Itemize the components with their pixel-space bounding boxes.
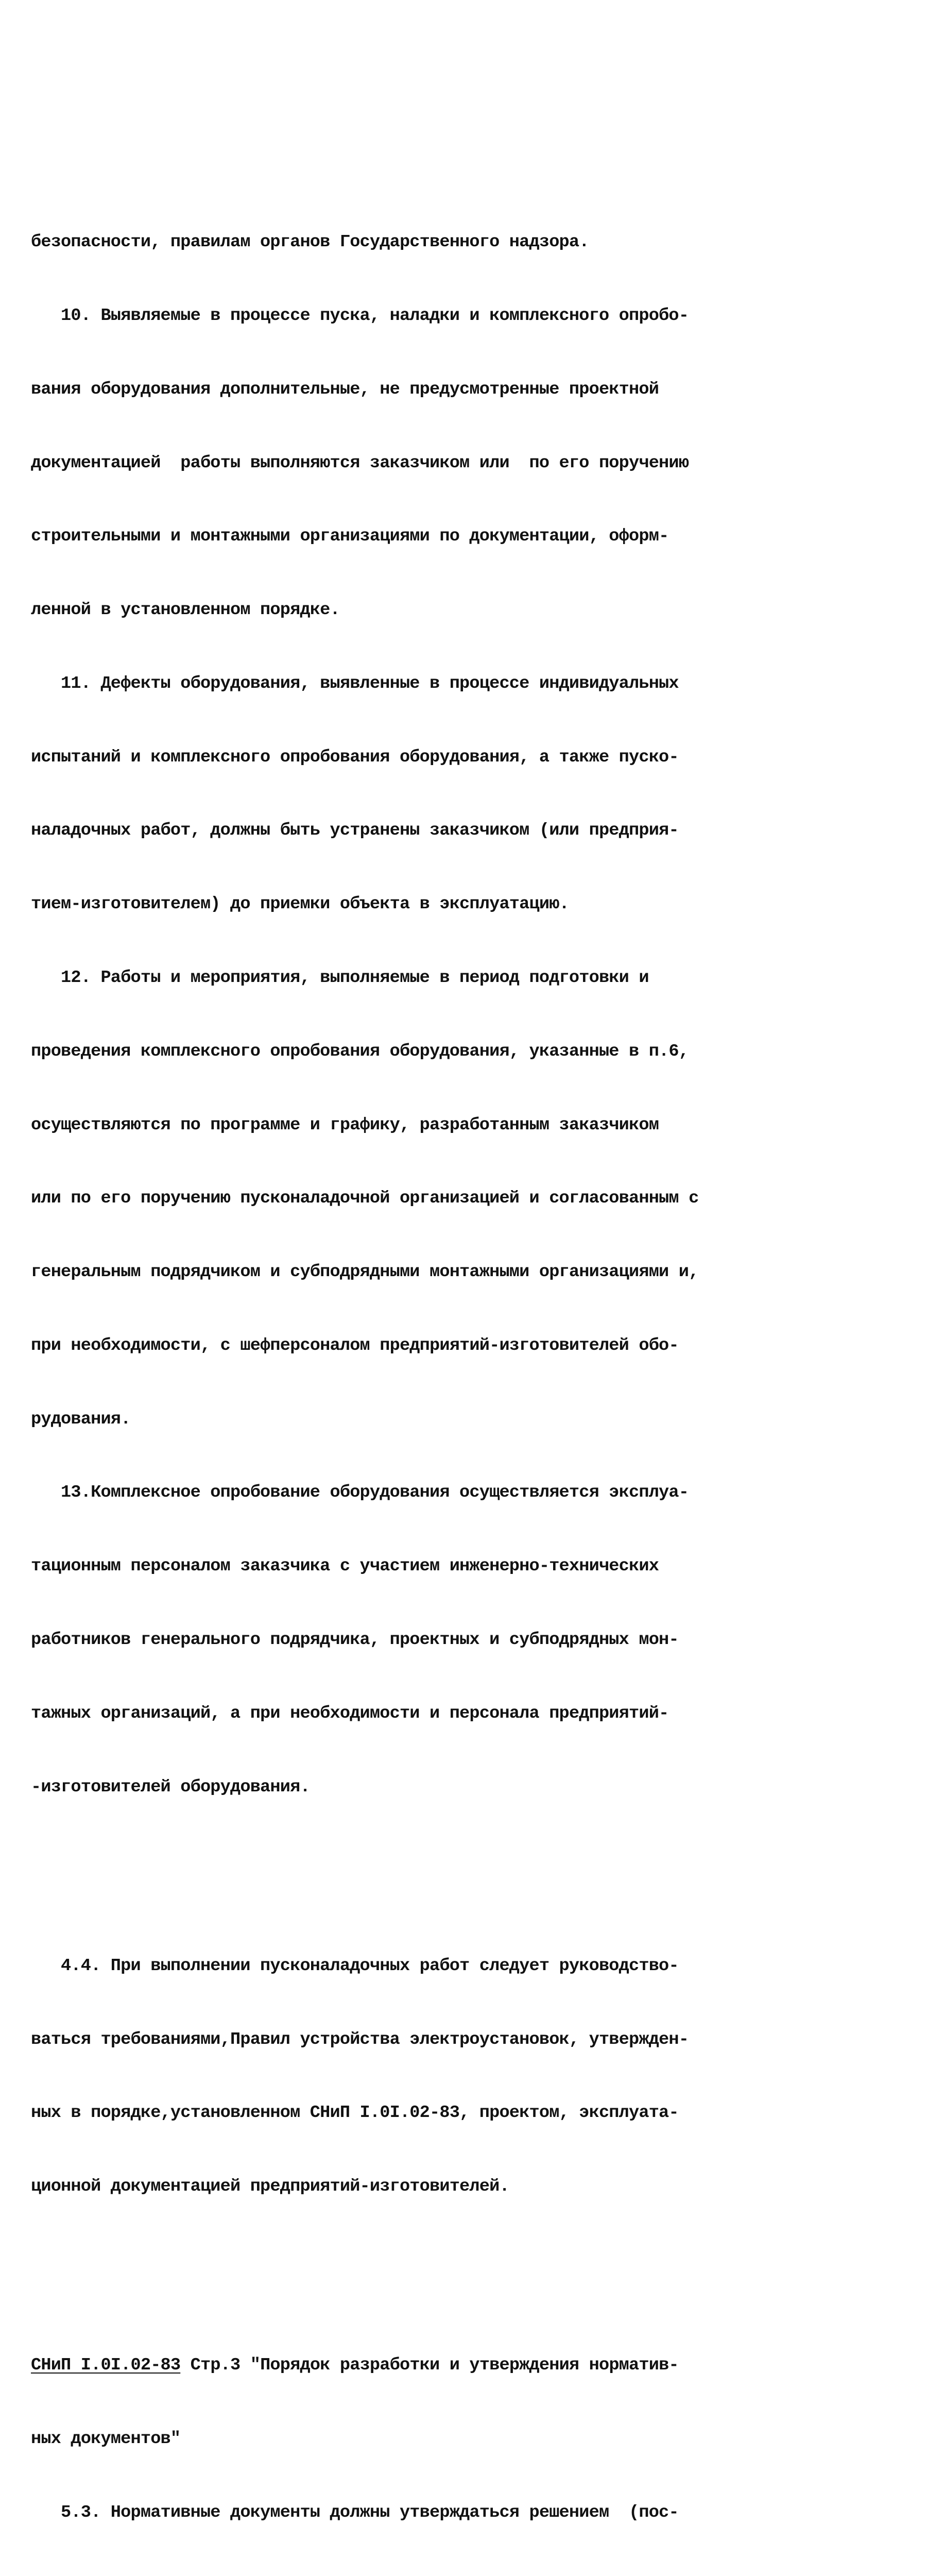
text-line: ных документов" (31, 2429, 181, 2449)
text-line: наладочных работ, должны быть устранены заказчиком (или предприя- (31, 821, 679, 841)
text-line: ленной в установленном порядке. (31, 600, 340, 620)
paragraph-4-4-start: 4.4. При выполнении пусконаладочных работ следует руководство- (31, 1956, 679, 1976)
text-line: рудования. (31, 1409, 131, 1429)
text-line: строительными и монтажными организациями по документации, оформ- (31, 527, 669, 547)
text-line: проведения комплексного опробования оборудования, указанные в п.6, (31, 1041, 689, 1061)
paragraph-5-3-start: 5.3. Нормативные документы должны утверждаться решением (пос- (31, 2502, 679, 2522)
text-line: испытаний и комплексного опробования оборудования, а также пуско- (31, 747, 679, 767)
paragraph-gap (31, 2273, 711, 2280)
text-line: ваться требованиями,Правил устройства электроустановок, утвержден- (31, 2029, 689, 2049)
reference-code: СНиП I.0I.02-83 (31, 2355, 181, 2376)
paragraph-13-start: 13.Комплексное опробование оборудования осуществляется эксплуа- (31, 1483, 689, 1503)
text-line: тием-изготовителем) до приемки объекта в эксплуатацию. (31, 894, 569, 914)
text-line: при необходимости, с шефперсоналом предприятий-изготовителей обо- (31, 1335, 679, 1355)
text-line: -изготовителей оборудования. (31, 1777, 310, 1797)
document-text (31, 181, 711, 2576)
paragraph-gap (31, 1873, 711, 1880)
paragraph-10-start: 10. Выявляемые в процессе пуска, наладки и комплексного опробо- (31, 306, 689, 326)
text-line: тационным персоналом заказчика с участием инженерно-технических (31, 1556, 659, 1577)
text-line: тажных организаций, а при необходимости и персонала предприятий- (31, 1703, 669, 1723)
text-line: генеральным подрядчиком и субподрядными монтажными организациями и, (31, 1262, 699, 1282)
text-line: ционной документацией предприятий-изготовителей. (31, 2177, 509, 2197)
text-line: документацией работы выполняются заказчиком или по его поручению (31, 453, 689, 473)
text-line: или по его поручению пусконаладочной организацией и согласованным с (31, 1189, 699, 1209)
text-line: работников генерального подрядчика, проектных и субподрядных мон- (31, 1630, 679, 1650)
text-line: безопасности, правилам органов Государственного надзора. (31, 232, 589, 252)
paragraph-12-start: 12. Работы и мероприятия, выполняемые в период подготовки и (31, 968, 649, 988)
paragraph-11-start: 11. Дефекты оборудования, выявленные в процессе индивидуальных (31, 673, 679, 693)
text-line (31, 2574, 711, 2576)
text-line: ных в порядке,установленном СНиП I.0I.02-83, проектом, эксплуата- (31, 2103, 679, 2123)
text-line: осуществляются по программе и графику, разработанным заказчиком (31, 1115, 659, 1135)
text-line: вания оборудования дополнительные, не предусмотренные проектной (31, 379, 659, 399)
reference-line (31, 2353, 711, 2378)
reference-title: Стр.3 "Порядок разработки и утверждения норматив- (180, 2355, 679, 2376)
